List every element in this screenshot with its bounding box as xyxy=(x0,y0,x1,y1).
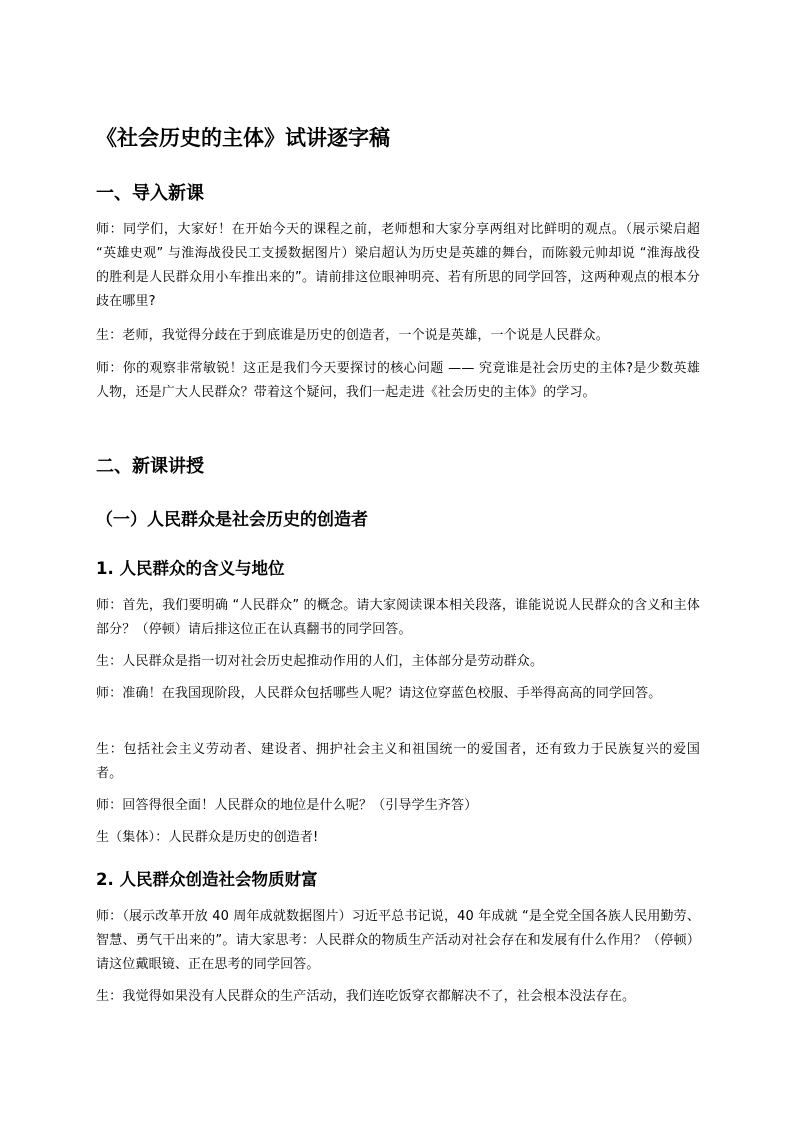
paragraph: 师：同学们，大家好！在开始今天的课程之前，老师想和大家分享两组对比鲜明的观点。（展示梁启超 “英雄史观” 与淮海战役民工支援数据图片）梁启超认为历史是英雄的舞台，而陈毅元帅却说 “淮海战役的胜利是人民群众用小车推出来的”。请前排这位眼神明亮、若有所思的同学回答，这两种观点的根本分歧在哪里? xyxy=(96,222,700,309)
paragraph: 生：包括社会主义劳动者、建设者、拥护社会主义和祖国统一的爱国者，还有致力于民族复兴的爱国者。 xyxy=(96,742,700,781)
subsection-heading: （一）人民群众是社会历史的创造者 xyxy=(96,510,368,530)
document-title: 《社会历史的主体》试讲逐字稿 xyxy=(96,126,390,150)
paragraph: 师：（展示改革开放 40 周年成就数据图片）习近平总书记说，40 年成就 “是全党全国各族人民用勤劳、智慧、勇气干出来的”。请大家思考：人民群众的物质生产活动对社会存在和发展有什么作用？（停顿）请这位戴眼镜、正在思考的同学回答。 xyxy=(96,909,700,972)
paragraph: 生（集体）：人民群众是历史的创造者! xyxy=(96,830,319,845)
section-heading-new-lesson: 二、新课讲授 xyxy=(96,456,204,477)
paragraph: 师：准确！在我国现阶段，人民群众包括哪些人呢？请这位穿蓝色校服、手举得高高的同学回答。 xyxy=(96,686,662,701)
paragraph: 生：老师，我觉得分歧在于到底谁是历史的创造者，一个说是英雄，一个说是人民群众。 xyxy=(96,328,609,343)
paragraph: 师：你的观察非常敏锐！这正是我们今天要探讨的核心问题 —— 究竟谁是社会历史的主体?是少数英雄人物，还是广大人民群众？带着这个疑问，我们一起走进《社会历史的主体》的学习。 xyxy=(96,361,700,400)
part-heading: 1. 人民群众的含义与地位 xyxy=(96,559,285,578)
part-heading: 2. 人民群众创造社会物质财富 xyxy=(96,870,318,889)
paragraph: 生：人民群众是指一切对社会历史起推动作用的人们，主体部分是劳动群众。 xyxy=(96,654,544,669)
section-heading-intro: 一、导入新课 xyxy=(96,183,204,204)
paragraph: 师：首先，我们要明确 “人民群众” 的概念。请大家阅读课本相关段落，谁能说说人民群众的含义和主体部分？（停顿）请后排这位正在认真翻书的同学回答。 xyxy=(96,598,700,637)
paragraph: 师：回答得很全面！人民群众的地位是什么呢？（引导学生齐答） xyxy=(96,798,478,813)
paragraph: 生：我觉得如果没有人民群众的生产活动，我们连吃饭穿衣都解决不了，社会根本没法存在。 xyxy=(96,989,636,1004)
